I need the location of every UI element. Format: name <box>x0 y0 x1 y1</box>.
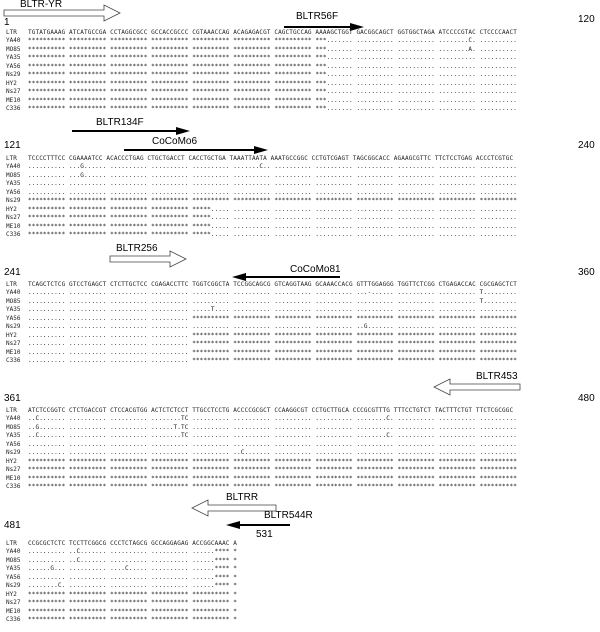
sequence-text: .......... ...G...... .......... .......... .......... .......... .......... .......... .......... .......... .......... .......... <box>28 171 517 179</box>
sequence-name: YA56 <box>6 573 21 581</box>
sequence-text: ********** ********** ********** ********** ********** ********** ********** ***....... .......... .......... ........A. .......... <box>28 45 517 53</box>
sequence-row <box>6 306 517 315</box>
sequence-row <box>6 357 517 366</box>
primer-label-bltr-yr: BLTR-YR <box>20 0 63 10</box>
sequence-text: .......... .......... .......... .......... .......... .......... .......... .......... ..G....... .......... .......... .......... <box>28 323 517 331</box>
primer-arrow-bltr544r <box>226 521 290 529</box>
sequence-name: Ns27 <box>6 466 21 474</box>
sequence-row <box>6 573 237 582</box>
sequence-name: LTR <box>6 406 17 414</box>
block-start-number: 1 <box>4 17 10 28</box>
sequence-row <box>6 28 517 37</box>
alignment-block-3 <box>6 280 517 365</box>
sequence-text: ********** ********** ********** ********** ********** ********** ********** ********** ********** ********** ********** ********** <box>28 197 517 205</box>
primer-label-cocomo81: CoCoMo81 <box>290 264 341 275</box>
primer-label-bltr453: BLTR453 <box>476 371 518 382</box>
sequence-row <box>6 582 237 591</box>
sequence-name: ME10 <box>6 96 21 104</box>
sequence-name: C336 <box>6 105 21 113</box>
sequence-text: .......... .......... .......... .......... ********** ********** ********** ********** ********** ********** ********** ********** <box>28 331 517 339</box>
sequence-name: LTR <box>6 280 17 288</box>
sequence-name: ME10 <box>6 348 21 356</box>
sequence-text: ********** ********** ********** ********** ********** ********** ********** ***....... .......... .......... .......... .......... <box>28 88 517 96</box>
sequence-text: TGTATGAAAG ATCATGCCGA CCTAGGCGCC GCCACCGCCC CGTAAACCAG ACAGAGACGT CAGCTGCCAG AAAAGCTGGT GACGGCAGCT GGTGGCTAGA ATCCCCGTAC CTCCCCAACT <box>28 28 517 36</box>
sequence-text: ********** ********** ********** ********** ********** ********** ********** ********** ********** ********** ********** ********** <box>28 483 517 491</box>
primer-label-bltr56f: BLTR56F <box>296 11 339 22</box>
sequence-name: YA35 <box>6 180 21 188</box>
sequence-row <box>6 231 517 240</box>
sequence-text: .......... .......... .......... .......... ********** ********** ********** ********** ********** ********** ********** ********** <box>28 348 517 356</box>
block-start-number: 121 <box>4 140 21 151</box>
sequence-text: ********** ********** ********** ********** ********** ********** ********** ********** ********** ********** ********** ********** <box>28 466 517 474</box>
sequence-name: MO85 <box>6 423 21 431</box>
primer-label-cocomo6: CoCoMo6 <box>152 136 198 147</box>
sequence-name: YA40 <box>6 289 21 297</box>
sequence-name: Ns27 <box>6 88 21 96</box>
sequence-text: .......... ..C....... .......... .......... ......**** * <box>28 556 238 564</box>
sequence-name: YA40 <box>6 163 21 171</box>
sequence-text: ********** ********** ********** ********** *****..... .......... .......... .......... .......... .......... .......... .......... <box>28 214 517 222</box>
sequence-row <box>6 599 237 608</box>
sequence-text: .......... .......... .......... .......... .......... .......... .......... .......... .......... .......... .......... T......... <box>28 297 517 305</box>
sequence-text: .......... .......... .......... .......... .......... .......... .......... .......... .......... .......... .......... .......... <box>28 440 517 448</box>
sequence-text: ********** ********** ********** ********** ********** * <box>28 590 238 598</box>
sequence-text: ********** ********** ********** ********** ********** ********** ********** ***....... .......... .......... .......... .......... <box>28 96 517 104</box>
sequence-name: MO85 <box>6 45 21 53</box>
sequence-row <box>6 45 517 54</box>
sequence-text: ********** ********** ********** ********** *****..... .......... .......... .......... .......... .......... .......... .......... <box>28 231 517 239</box>
sequence-row <box>6 423 517 432</box>
sequence-row <box>6 71 517 80</box>
block-end-number: 240 <box>578 140 595 151</box>
primer-arrow-cocomo6 <box>124 146 268 154</box>
primer-arrow-bltr134f <box>72 127 190 135</box>
sequence-name: HY2 <box>6 590 17 598</box>
sequence-text: ..C....... .......... .......... ........TC .......... .......... .......... .......... ........C. .......... .......... .......... <box>28 432 517 440</box>
sequence-name: YA40 <box>6 415 21 423</box>
sequence-text: .......... ...G...... .......... .......... .......... .......C.. .......... .......... .......... .......... .......... .......... <box>28 163 517 171</box>
sequence-text: ......G... .......... ....C..... .......... ......**** * <box>28 565 238 573</box>
sequence-name: YA35 <box>6 432 21 440</box>
sequence-row <box>6 331 517 340</box>
sequence-row <box>6 323 517 332</box>
sequence-text: ********** ********** ********** ********** ********** ********** ********** ***....... .......... .......... ........C. .......... <box>28 37 517 45</box>
sequence-text: ********** ********** ********** ********** ********** * <box>28 599 238 607</box>
sequence-name: Ns29 <box>6 582 21 590</box>
sequence-name: Ns27 <box>6 214 21 222</box>
sequence-text: .......... .......... .......... .......... .......... .......... .......... .......... ...-...... .......... .......... T......... <box>28 289 517 297</box>
sequence-row <box>6 54 517 63</box>
sequence-name: YA56 <box>6 62 21 70</box>
sequence-name: YA40 <box>6 548 21 556</box>
alignment-block-2 <box>6 154 517 239</box>
sequence-name: Ns29 <box>6 449 21 457</box>
sequence-text: ********** ********** ********** ********** ********** ********** ********** ***....... .......... .......... .......... .......... <box>28 62 517 70</box>
sequence-row <box>6 96 517 105</box>
sequence-row <box>6 180 517 189</box>
sequence-row <box>6 62 517 71</box>
sequence-row <box>6 449 517 458</box>
sequence-name: ME10 <box>6 222 21 230</box>
sequence-text: ********** ********** ********** ********** ********** ********** ********** ***....... .......... .......... .......... .......... <box>28 79 517 87</box>
sequence-row <box>6 79 517 88</box>
sequence-name: YA56 <box>6 188 21 196</box>
sequence-row <box>6 590 237 599</box>
alignment-block-4 <box>6 406 517 491</box>
sequence-name: C336 <box>6 483 21 491</box>
sequence-text: ********** ********** ********** ********** ********** ********** ********** ********** ********** ********** ********** ********** <box>28 474 517 482</box>
sequence-row <box>6 406 517 415</box>
sequence-row <box>6 289 517 298</box>
alignment-block-5 <box>6 539 237 624</box>
sequence-name: YA35 <box>6 54 21 62</box>
sequence-row <box>6 214 517 223</box>
sequence-row <box>6 37 517 46</box>
sequence-name: MO85 <box>6 556 21 564</box>
sequence-text: ********** ********** ********** ********** *****..... .......... .......... .......... .......... .......... .......... .......... <box>28 205 517 213</box>
sequence-text: ..G....... .......... .......... ......T.TC .......... .......... .......... .......... .......... .......... .......... .......... <box>28 423 517 431</box>
sequence-name: YA56 <box>6 440 21 448</box>
sequence-text: .......... .......... .......... .......... .......... .......... .......... .......... .......... .......... .......... .......... <box>28 180 517 188</box>
sequence-name: Ns29 <box>6 323 21 331</box>
sequence-row <box>6 548 237 557</box>
sequence-name: YA40 <box>6 37 21 45</box>
sequence-name: LTR <box>6 539 17 547</box>
primer-label-bltr544r: BLTR544R <box>264 510 313 521</box>
sequence-row <box>6 348 517 357</box>
sequence-name: C336 <box>6 616 21 624</box>
block-end-number: 360 <box>578 267 595 278</box>
sequence-name: ME10 <box>6 474 21 482</box>
sequence-text: .......... ..C....... .......... .......... ......**** * <box>28 548 238 556</box>
sequence-text: ********** ********** ********** ********** ********** * <box>28 616 238 624</box>
block-start-number: 241 <box>4 267 21 278</box>
sequence-row <box>6 457 517 466</box>
sequence-row <box>6 205 517 214</box>
sequence-name: Ns27 <box>6 340 21 348</box>
sequence-text: TCAGCTCTCG GTCCTGAGCT CTCTTGCTCC CGAGACCTTC TGGTCGGCTA TCCGGCAGCG GTCAGGTAAG GCAAACCACG GTTTGGAGGG TGGTTCTCGG CTGAGACCAC CGCGAGCTCT <box>28 280 517 288</box>
sequence-row <box>6 197 517 206</box>
sequence-name: MO85 <box>6 171 21 179</box>
sequence-text: ATCTCCGGTC CTCTGACCGT CTCCACGTGG ACTCTCTCCT TTGCCTCCTG ACCCCGCGCT CCAAGGCGT CCTGCTTGCA CCCGCGTTTG TTTCCTGTCT TACTTTCTGT TTCTCGCGGC <box>28 406 514 414</box>
sequence-row <box>6 483 517 492</box>
block-end-number: 531 <box>256 529 273 540</box>
sequence-name: LTR <box>6 154 17 162</box>
block-end-number: 120 <box>578 14 595 25</box>
sequence-text: .......... .......... .......... .......... .....T.... .......... .......... .......... .......... .......... .......... .......... <box>28 306 517 314</box>
sequence-row <box>6 314 517 323</box>
primer-label-bltrr: BLTRR <box>226 492 259 503</box>
sequence-name: ME10 <box>6 607 21 615</box>
sequence-row <box>6 105 517 114</box>
block-end-number: 480 <box>578 393 595 404</box>
sequence-name: Ns29 <box>6 197 21 205</box>
sequence-row <box>6 556 237 565</box>
sequence-row <box>6 415 517 424</box>
sequence-name: LTR <box>6 28 17 36</box>
alignment-block-1 <box>6 28 517 113</box>
sequence-row <box>6 280 517 289</box>
sequence-row <box>6 222 517 231</box>
sequence-name: Ns27 <box>6 599 21 607</box>
sequence-text: TCCCCTTTCC CGAAAATCC ACACCCTGAG CTGCTGACCT CACCTGCTGA TAAATTAATA AAATGCCGGC CCTGTCGAGT TAGCGGCACC AGAAGCGTTC TTCTCCTGAG ACCCTCGTGC <box>28 154 514 162</box>
sequence-text: .......... .......... .......... .......... ......**** * <box>28 573 238 581</box>
sequence-text: ..C....... .......... .......... ........TC .......... .......... .......... .......... ........C. .......... .......... .......... <box>28 415 517 423</box>
sequence-row <box>6 297 517 306</box>
sequence-row <box>6 88 517 97</box>
sequence-text: ********** ********** ********** ********** ********** ********** ********** ********** ********** ********** ********** ********** <box>28 457 517 465</box>
block-start-number: 481 <box>4 520 21 531</box>
sequence-row <box>6 565 237 574</box>
sequence-text: .......... .......... .......... .......... ********** ********** ********** ********** ********** ********** ********** ********** <box>28 357 517 365</box>
sequence-row <box>6 163 517 172</box>
sequence-text: ********** ********** ********** ********** ********** ********** ********** ***....... .......... .......... .......... .......... <box>28 71 517 79</box>
primer-label-bltr256: BLTR256 <box>116 243 158 254</box>
sequence-row <box>6 616 237 625</box>
sequence-text: .......... .......... .......... .......... .......... .......... .......... .......... .......... .......... .......... .......... <box>28 188 517 196</box>
sequence-text: .......... .......... .......... .......... ********** ********** ********** ********** ********** ********** ********** ********** <box>28 314 517 322</box>
sequence-name: HY2 <box>6 205 17 213</box>
sequence-name: MO85 <box>6 297 21 305</box>
sequence-row <box>6 432 517 441</box>
sequence-row <box>6 466 517 475</box>
sequence-text: CCGCGCTCTC TCCTTCGGCG CCCTCTAGCG GCCAGGAGAG ACCGGCAAAC A <box>28 539 238 547</box>
sequence-name: Ns29 <box>6 71 21 79</box>
sequence-name: C336 <box>6 231 21 239</box>
sequence-text: ********** ********** ********** ********** *****..... .......... .......... .......... .......... .......... .......... .......... <box>28 222 517 230</box>
sequence-name: HY2 <box>6 79 17 87</box>
primer-label-bltr134f: BLTR134F <box>96 117 144 128</box>
sequence-name: C336 <box>6 357 21 365</box>
sequence-name: YA35 <box>6 565 21 573</box>
sequence-text: ********** ********** ********** ********** ********** ********** ********** ***....... .......... .......... .......... .......... <box>28 105 517 113</box>
block-start-number: 361 <box>4 393 21 404</box>
sequence-text: ********** ********** ********** ********** ********** * <box>28 607 238 615</box>
sequence-text: ********** ********** ********** ********** ********** ********** ********** ***....... .......... .......... .......... .......... <box>28 54 517 62</box>
sequence-name: YA35 <box>6 306 21 314</box>
sequence-name: HY2 <box>6 457 17 465</box>
sequence-row <box>6 607 237 616</box>
sequence-text: .......... .......... .......... .......... ********** ********** ********** ********** ********** ********** ********** ********** <box>28 340 517 348</box>
sequence-row <box>6 539 237 548</box>
sequence-name: HY2 <box>6 331 17 339</box>
sequence-row <box>6 154 517 163</box>
sequence-text: .......... .......... .......... .......... .......... ..C....... .......... .......... .......... .......... .......... .......... <box>28 449 517 457</box>
sequence-row <box>6 171 517 180</box>
sequence-row <box>6 474 517 483</box>
sequence-text: ........C. .......... .......... .......... ......**** * <box>28 582 238 590</box>
sequence-name: YA56 <box>6 314 21 322</box>
sequence-row <box>6 440 517 449</box>
sequence-row <box>6 188 517 197</box>
sequence-row <box>6 340 517 349</box>
